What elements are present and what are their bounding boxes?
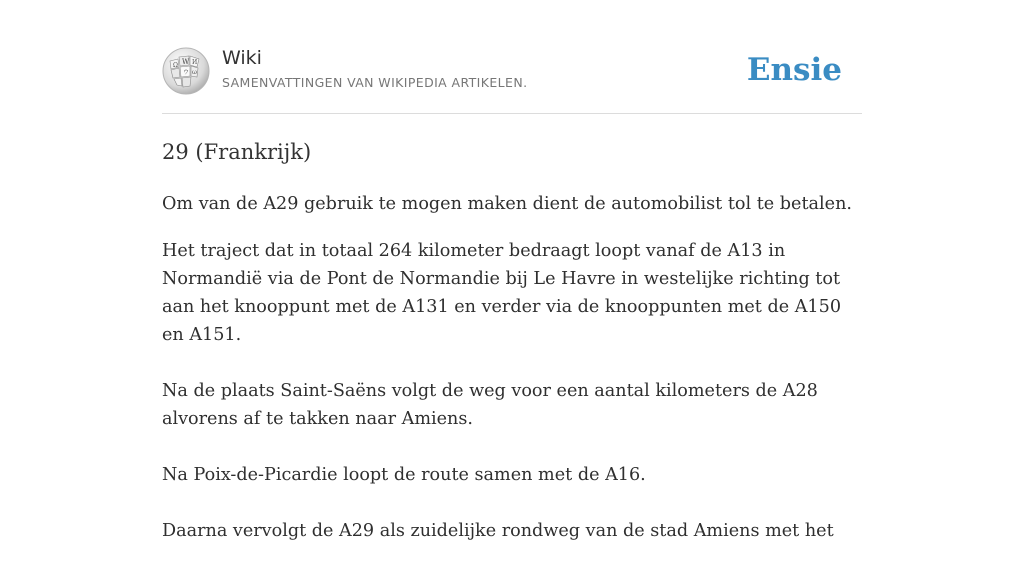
page-title: 29 (Frankrijk) — [162, 140, 312, 164]
svg-text:ウ: ウ — [183, 69, 190, 76]
brand-logo[interactable]: Ensie — [746, 52, 842, 88]
article-lead: Om van de A29 gebruik te mogen maken dient de automobilist tol te betalen. — [162, 194, 852, 214]
article-paragraph: Na de plaats Saint-Saëns volgt de weg voor een aantal kilometers de A28 alvorens af te takken naar Amiens. — [162, 381, 818, 429]
article-paragraph: Na Poix-de-Picardie loopt de route samen met de A16. — [162, 465, 646, 485]
site-tagline: SAMENVATTINGEN VAN WIKIPEDIA ARTIKELEN. — [222, 75, 528, 90]
svg-text:И: И — [192, 59, 198, 66]
svg-text:ω: ω — [192, 69, 197, 76]
article-body — [162, 190, 867, 573]
article-paragraph: Het traject dat in totaal 264 kilometer bedraagt loopt vanaf de A13 in Normandië via de Pont de Normandie bij Le Havre in westelijke richting tot aan het knooppunt met de A131 en verder via de knooppunten met de A150 en A151. — [162, 241, 842, 345]
site-header — [162, 44, 862, 114]
svg-text:Ω: Ω — [173, 62, 178, 69]
wikipedia-globe-icon[interactable] — [162, 47, 210, 95]
site-title[interactable]: Wiki — [222, 47, 262, 69]
svg-text:W: W — [182, 58, 190, 66]
article-paragraph: Daarna vervolgt de A29 als zuidelijke rondweg van de stad Amiens met het — [162, 521, 834, 541]
